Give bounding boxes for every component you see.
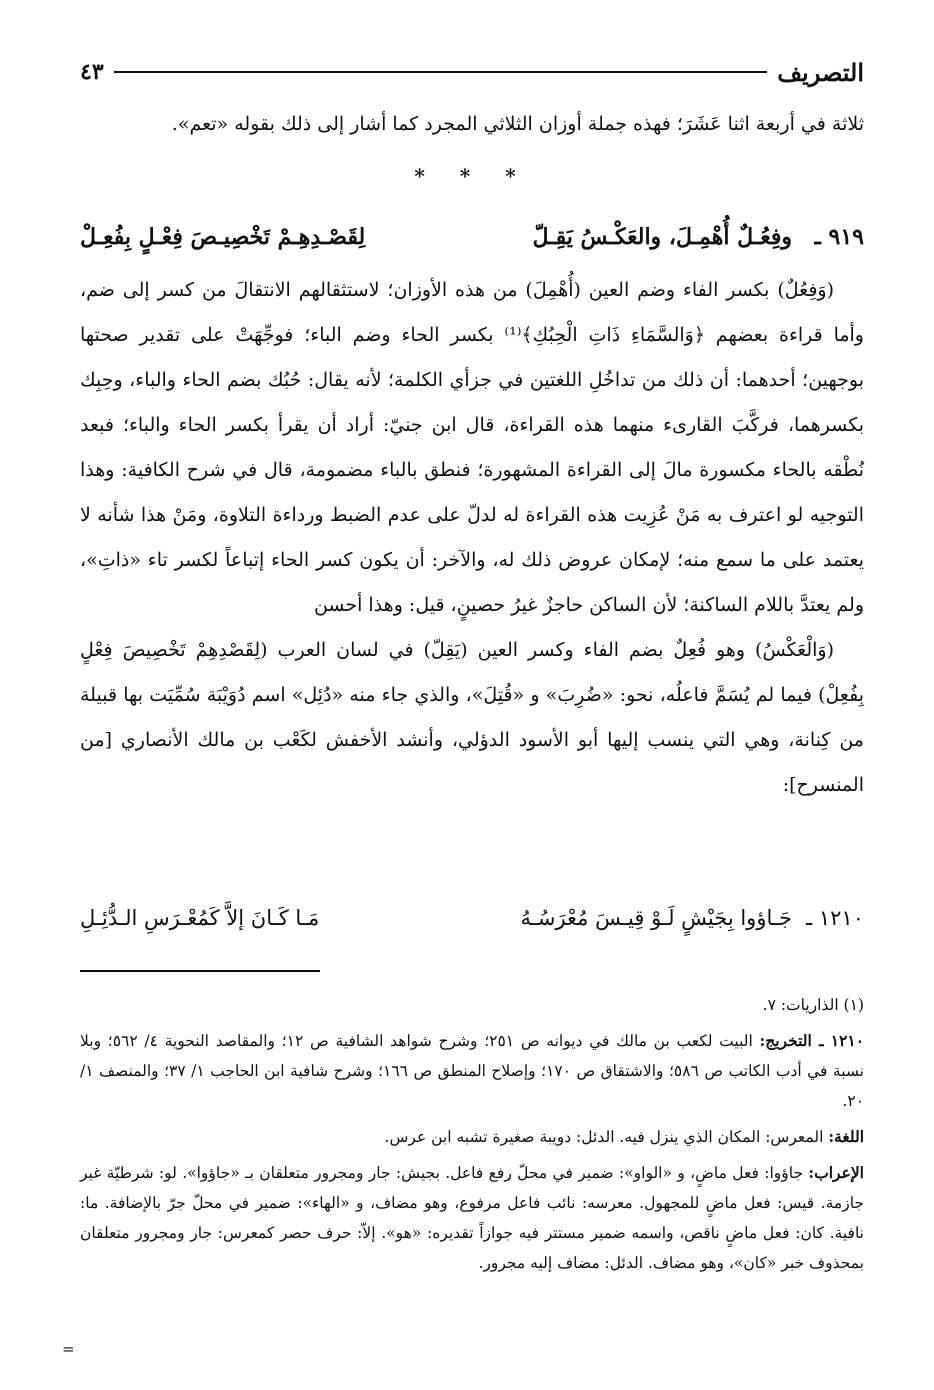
- commentary-paragraph-2: (وَالْعَكْسُ) وهو فُعِلٌ بضم الفاء وكسر العين (يَقِلّ) في لسان العرب (لِقَصْدِهِمْ تَخْصِيصَ فِعْلٍ بِفُعِلْ) فيما لم يُسَمَّ فاعلُه، نحو: «ضُرِبَ» و «قُتِلَ»، والذي جاء منه «دُئِل» اسم دُوَيْبَة سُمِّيَت بها قبيلة من كِنانة، وهي التي ينسب إليها أبو الأسود الدؤلي، وأنشد الأخفش لكَعْب بن مالك الأنصاري [من المنسرح]:: [80, 639, 864, 796]
- commentary-paragraph-1: (وَفِعُلٌ) بكسر الفاء وضم العين (أُهْمِلَ) من هذه الأوزان؛ لاستثقالهم الانتقالَ من كسر إلى ضم، وأما قراءة بعضهم ﴿وَالسَّمَاءِ ذَاتِ الْحِبُكِ﴾⁽¹⁾ بكسر الحاء وضم الباء؛ فوجِّهَتْ على تقدير صحتها بوجهين؛ أحدهما: أن ذلك من تداخُلِ اللغتين في جزأي الكلمة؛ لأنه يقال: حُبُك بضم الحاء والباء، وحِبِك بكسرهما، فركَّبَ القارىء منهما هذه القراءة، قال ابن جنيّ: أراد أن يقرأ بكسر الحاء والباء؛ فبعد نُطْقه بالحاء مكسورة مالَ إلى القراءة المشهورة؛ فنطق بالباء مضمومة، قال في شرح الكافية: وهذا التوجيه لو اعترف به مَنْ عُزِيت هذه القراءة له لدلّ على عدم الضبط ورداءة التلاوة، ومَنْ هذا شأنه لا يعتمد على ما سمع منه؛ لإمكان عروض ذلك له، والآخر: أن يكون كسر الحاء إتباعاً لكسر تاء «ذاتِ»، ولم يعتدَّ باللام الساكنة؛ لأن الساكن حاجزٌ غيرُ حصينٍ، قيل: وهذا أحسن: [80, 279, 864, 616]
- footnote-lugha: [80, 1122, 864, 1152]
- chapter-title: التصريف: [777, 57, 864, 87]
- verse-hemistich-second: مَـا كَـانَ إلاَّ كَمُعْـرَسِ الـدُّئِـلِ: [80, 906, 320, 930]
- verse-1210: [80, 900, 864, 944]
- verse-number: ٩١٩ ـ: [814, 224, 864, 250]
- verse-hemistich-first: جَـاؤوا بِجَيْشٍ لَـوْ قِيـسَ مُعْرَسُـهُ: [520, 906, 792, 930]
- book-page: [62, 40, 865, 1370]
- verse-hemistich-second: لِقَصْـدِهِـمْ تَخْصِيـصَ فِعْـلٍ بِفُعِـلْ: [80, 224, 366, 250]
- irab-label: الإعراب:: [808, 1163, 864, 1182]
- page-number: ٤٣: [80, 59, 104, 85]
- lugha-text: المعرس: المكان الذي ينزل فيه. الدئل: دويبة صغيرة تشبه ابن عرس.: [384, 1128, 824, 1146]
- takhrij-label: ١٢١٠ ـ التخريج:: [759, 1031, 865, 1050]
- irab-text: جاؤوا: فعل ماضٍ، و «الواو»: ضمير في محلّ رفع فاعل. بجيش: جار ومجرور متعلقان بـ «جاؤوا». لو: شرطيّة غير جازمة. قيس: فعل ماضٍ للمجهول. معرسه: نائب فاعل مرفوع، وهو مضاف، و «الهاء»: ضمير في محلّ جرّ بالإضافة. ما: نافية. كان: فعل ماضٍ ناقص، واسمه ضمير مستتر فيه جوازاً تقديره: «هو». إلاّ: حرف حصر كمعرس: جار ومجرور متعلقان بمحذوف خبر «كان»، وهو مضاف. الدئل: مضاف إليه مجرور.: [80, 1164, 864, 1272]
- verse-number: ١٢١٠ ـ: [806, 906, 864, 930]
- header-rule: [114, 71, 768, 73]
- continuation-mark: =: [62, 1340, 75, 1358]
- commentary-body: [80, 268, 864, 808]
- section-separator: * * *: [414, 164, 530, 188]
- footnote-rule: [80, 970, 320, 972]
- lead-paragraph: ثلاثة في أربعة اثنا عَشَرَ؛ فهذه جملة أوزان الثلاثي المجرد كما أشار إلى ذلك بقوله «تعم».: [171, 113, 864, 135]
- footnote-irab: [80, 1158, 864, 1278]
- verse-hemistich-first: وفِعُـلٌ أُهْمِـلَ، والعَكْـسُ يَقِـلّ: [532, 224, 792, 250]
- verse-919: [80, 218, 864, 262]
- footnotes: [80, 990, 864, 1284]
- takhrij-text: البيت لكعب بن مالك في ديوانه ص ٢٥١؛ وشرح شواهد الشافية ص ١٢؛ والمقاصد النحوية ٤/ ٥٦٢؛ وبلا نسبة في أدب الكاتب ص ٥٨٦؛ والاشتقاق ص ١٧٠؛ وإصلاح المنطق ص ١٦٦؛ وشرح شافية ابن الحاجب ١/ ٣٧؛ والمنصف ١/ ٢٠.: [80, 1032, 865, 1110]
- lugha-label: اللغة:: [828, 1127, 864, 1146]
- running-header: [80, 54, 864, 90]
- footnote-1: (١) الذاريات: ٧.: [762, 996, 864, 1014]
- footnote-takhrij: [80, 1026, 864, 1116]
